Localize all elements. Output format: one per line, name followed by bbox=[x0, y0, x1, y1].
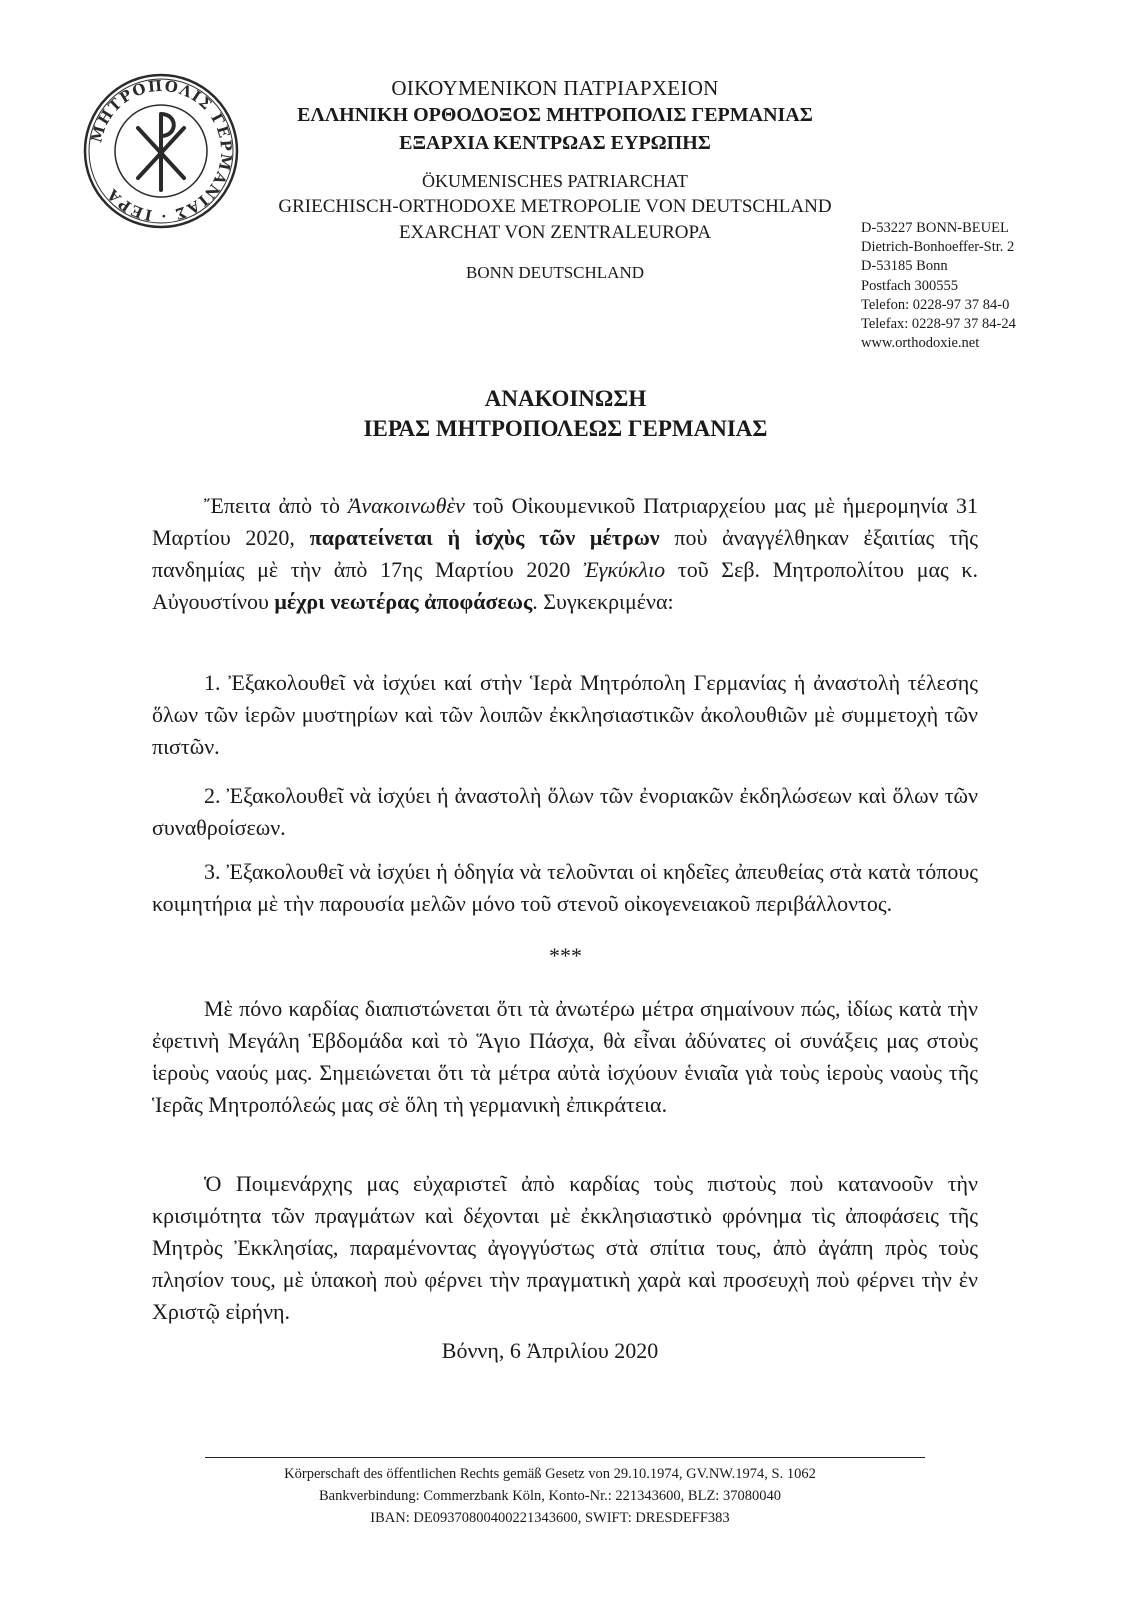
document-title: ΑΝΑΚΟΙΝΩΣΗ bbox=[484, 386, 647, 411]
header-greek-exarchate: ΕΞΑΡΧΙΑ ΚΕΝΤΡΩΑΣ ΕΥΡΩΠΗΣ bbox=[399, 132, 711, 154]
header-german-patriarchate: ÖKUMENISCHES PATRIARCHAT bbox=[422, 171, 688, 191]
header-german-exarchate: EXARCHAT VON ZENTRALEUROPA bbox=[398, 222, 712, 243]
address-block bbox=[861, 219, 1016, 353]
document-subtitle: ΙΕΡΑΣ ΜΗΤΡΟΠΟΛΕΩΣ ΓΕΡΜΑΝΙΑΣ bbox=[363, 416, 768, 441]
section-separator: *** bbox=[549, 943, 582, 968]
paragraph-thanks: Ὁ Ποιμενάρχης μας εὐχαριστεῖ ἀπὸ καρδίας τοὺς πιστοὺς ποὺ κατανοοῦν τὴν κρισιμότητα τῶν πραγμάτων καὶ δέχονται μὲ ἐκκλησιαστικὸ φρόνημα τὶς ἀποφάσεις τῆς Μητρὸς Ἐκκλησίας, παραμένοντας ἀγογγύστως στὰ σπίτια τους, ἀπὸ ἀγάπη πρὸς τοὺς πλησίον τους, μὲ ὑπακοὴ ποὺ φέρνει τὴν πραγματικὴ χαρὰ καὶ προσευχὴ ποὺ φέρνει τὴν ἐν Χριστῷ εἰρήνη. bbox=[152, 1171, 978, 1324]
header-greek-metropolis: ΕΛΛΗΝΙΚΗ ΟΡΘΟΔΟΞΟΣ ΜΗΤΡΟΠΟΛΙΣ ΓΕΡΜΑΝΙΑΣ bbox=[297, 104, 813, 126]
address-line: Dietrich-Bonhoeffer-Str. 2 bbox=[861, 239, 1015, 256]
address-line: D-53227 BONN-BEUEL bbox=[861, 220, 1009, 236]
address-website: www.orthodoxie.net bbox=[861, 335, 980, 352]
address-phone: Telefon: 0228-97 37 84-0 bbox=[861, 296, 1010, 313]
metropolis-seal bbox=[82, 72, 240, 230]
paragraph-measures: Μὲ πόνο καρδίας διαπιστώνεται ὅτι τὰ ἀνωτέρω μέτρα σημαίνουν πώς, ἰδίως κατὰ τὴν ἐφετινὴ Μεγάλη Ἑβδομάδα καὶ τὸ Ἅγιο Πάσχα, θὰ εἶναι ἀδύνατες οἱ συνάξεις μας στοὺς ἱεροὺς ναούς μας. Σημειώνεται ὅτι τὰ μέτρα αὐτὰ ἰσχύουν ἑνιαῖα γιὰ τοὺς ἱεροὺς ναοὺς τῆς Ἱερᾶς Μητροπόλεώς μας σὲ ὅλη τὴ γερμανικὴ ἐπικράτεια. bbox=[152, 996, 978, 1117]
header-german-metropolis: GRIECHISCH-ORTHODOXE METROPOLIE VON DEUTSCHLAND bbox=[278, 196, 832, 217]
list-item: 2. Ἐξακολουθεῖ νὰ ἰσχύει ἡ ἀναστολὴ ὅλων τῶν ἐνοριακῶν ἐκδηλώσεων καὶ ὅλων τῶν συναθροίσεων. bbox=[152, 783, 978, 840]
chi-rho-icon bbox=[82, 72, 240, 230]
list-item: 3. Ἐξακολουθεῖ νὰ ἰσχύει ἡ ὁδηγία νὰ τελοῦνται οἱ κηδεῖες ἀπευθείας στὰ κατὰ τόπους κοιμητήρια μὲ τὴν παρουσία μελῶν μόνο τοῦ στενοῦ οἰκογενειακοῦ περιβάλλοντος. bbox=[152, 859, 978, 916]
footer-divider bbox=[205, 1457, 925, 1458]
seal-ring-text: ΜΗΤΡΟΠΟΛΙΣ ΓΕΡΜΑΝΙΑΣ · ΙΕΡΑ bbox=[87, 76, 236, 226]
footer-iban: IBAN: DE09370800400221343600, SWIFT: DRESDEFF383 bbox=[370, 1510, 730, 1526]
list-item: 1. Ἐξακολουθεῖ νὰ ἰσχύει καί στὴν Ἱερὰ Μητρόπολη Γερμανίας ἡ ἀναστολὴ τέλεσης ὅλων τῶν ἱερῶν μυστηρίων καὶ τῶν λοιπῶν ἐκκλησιαστικῶν ἀκολουθιῶν μὲ συμμετοχὴ τῶν πιστῶν. bbox=[152, 670, 978, 759]
address-fax: Telefax: 0228-97 37 84-24 bbox=[861, 316, 1016, 333]
paragraph-intro: Ἔπειτα ἀπὸ τὸ Ἀνακοινωθὲν τοῦ Οἰκουμενικοῦ Πατριαρχείου μας μὲ ἡμερομηνία 31 Μαρτίου 2020, παρατείνεται ἡ ἰσχὺς τῶν μέτρων ποὺ ἀναγγέλθηκαν ἐξαιτίας τῆς πανδημίας μὲ τὴν ἀπὸ 17ης Μαρτίου 2020 Ἐγκύκλιο τοῦ Σεβ. Μητροπολίτου μας κ. Αὐγουστίνου μέχρι νεωτέρας ἀποφάσεως. Συγκεκριμένα: bbox=[152, 493, 978, 614]
address-line: D-53185 Bonn bbox=[861, 258, 948, 275]
header-greek-patriarchate: ΟΙΚΟΥΜΕΝΙΚΟΝ ΠΑΤΡΙΑΡΧΕΙΟΝ bbox=[391, 76, 719, 100]
header-city: BONN DEUTSCHLAND bbox=[465, 263, 645, 282]
place-date: Βόννη, 6 Ἀπριλίου 2020 bbox=[441, 1338, 659, 1363]
footer-legal: Körperschaft des öffentlichen Rechts gemäß Gesetz von 29.10.1974, GV.NW.1974, S. 1062 bbox=[284, 1466, 816, 1482]
address-line: Postfach 300555 bbox=[861, 277, 959, 294]
footer-bank: Bankverbindung: Commerzbank Köln, Konto-Nr.: 221343600, BLZ: 37080040 bbox=[319, 1488, 781, 1504]
